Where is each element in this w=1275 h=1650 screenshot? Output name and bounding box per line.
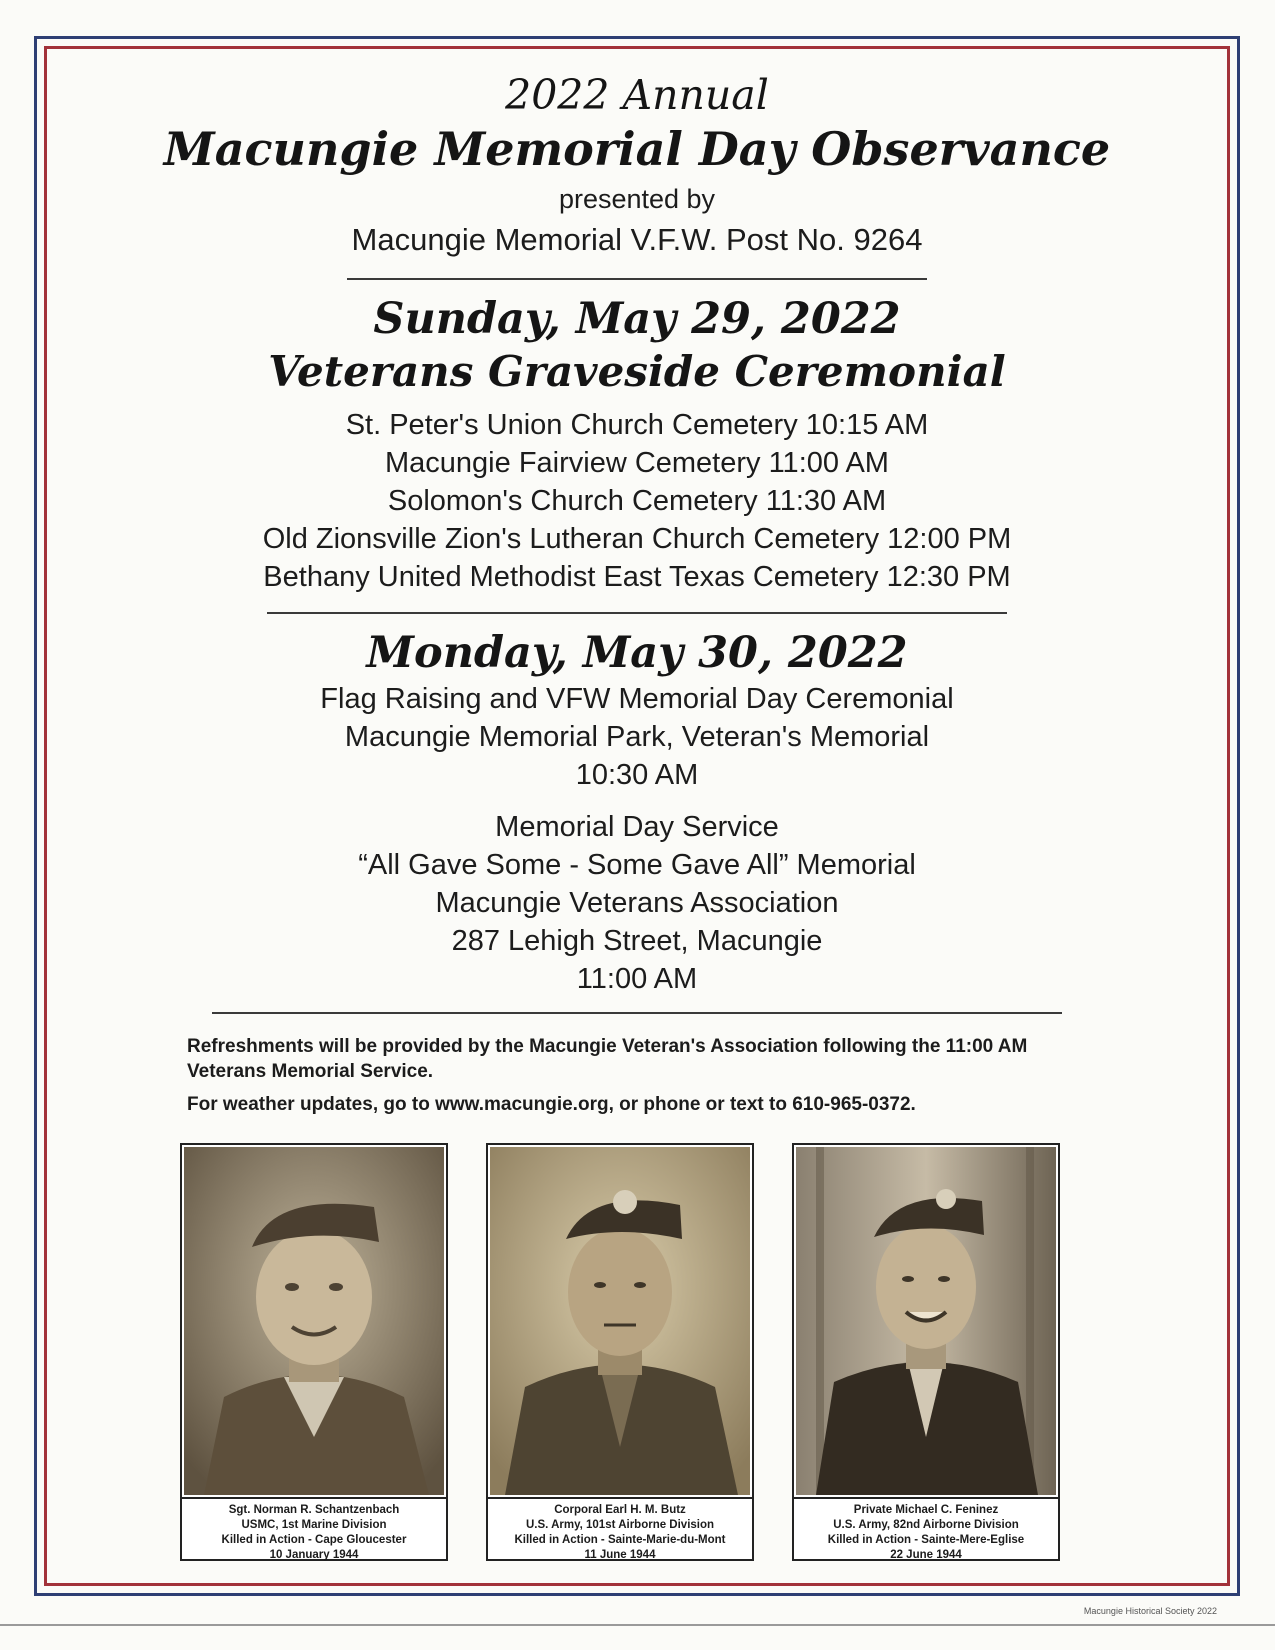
veteran-caption: [182, 1497, 446, 1559]
presented-by-label: presented by: [558, 184, 716, 214]
flag-line: Flag Raising and VFW Memorial Day Ceremonial: [320, 683, 954, 715]
schedule-item: Macungie Fairview Cemetery 11:00 AM: [385, 447, 889, 479]
divider-3: [212, 1012, 1062, 1014]
refreshments-note: Refreshments will be provided by the Macungie Veteran's Association following the 11:00 AM Veterans Memorial Service.: [187, 1036, 1028, 1082]
schedule-item: Old Zionsville Zion's Lutheran Church Cemetery 12:00 PM: [262, 523, 1012, 555]
veteran-portrait: [490, 1147, 750, 1495]
service-line: Macungie Veterans Association: [435, 887, 839, 919]
veteran-name: Sgt. Norman R. Schantzenbach: [228, 1504, 400, 1516]
page-title: Macungie Memorial Day Observance: [163, 122, 1111, 176]
veteran-name: Corporal Earl H. M. Butz: [554, 1504, 686, 1516]
flag-raising-block: [50, 680, 1224, 794]
service-block: [50, 808, 1224, 998]
flag-time: 10:30 AM: [575, 759, 699, 791]
veteran-unit: U.S. Army, 101st Airborne Division: [525, 1519, 715, 1531]
schedule-item: Solomon's Church Cemetery 11:30 AM: [387, 485, 887, 517]
veteran-kia: Killed in Action - Cape Gloucester: [221, 1534, 407, 1546]
service-line: Memorial Day Service: [495, 811, 779, 843]
flyer-content: [50, 52, 1224, 1125]
veteran-caption: [794, 1497, 1058, 1559]
veteran-date: 10 January 1944: [269, 1549, 359, 1561]
monday-date-heading: Monday, May 30, 2022: [366, 628, 908, 678]
notes-section: [187, 1034, 1087, 1117]
veteran-kia: Killed in Action - Sainte-Marie-du-Mont: [514, 1534, 726, 1546]
sunday-event-heading: Veterans Graveside Ceremonial: [268, 347, 1006, 396]
veteran-unit: U.S. Army, 82nd Airborne Division: [833, 1519, 1019, 1531]
weather-note: For weather updates, go to www.macungie.org, or phone or text to 610-965-0372.: [187, 1094, 916, 1115]
page-bottom-line: [0, 1624, 1275, 1626]
veteran-date: 22 June 1944: [890, 1549, 962, 1561]
presenter-name: Macungie Memorial V.F.W. Post No. 9264: [351, 222, 923, 257]
veteran-name: Private Michael C. Feninez: [853, 1504, 999, 1516]
year-heading: 2022 Annual: [505, 71, 769, 119]
veteran-kia: Killed in Action - Sainte-Mere-Eglise: [827, 1534, 1025, 1546]
veteran-card: [180, 1143, 448, 1561]
footer-credit: Macungie Historical Society 2022: [1083, 1606, 1217, 1616]
divider-1: [347, 278, 927, 280]
schedule-item: St. Peter's Union Church Cemetery 10:15 AM: [345, 409, 929, 441]
service-line: “All Gave Some - Some Gave All” Memorial: [358, 849, 916, 881]
flag-line: Macungie Memorial Park, Veteran's Memorial: [344, 721, 930, 753]
divider-2: [267, 612, 1007, 614]
veteran-portrait: [796, 1147, 1056, 1495]
schedule-item: Bethany United Methodist East Texas Cemetery 12:30 PM: [263, 561, 1011, 593]
veteran-photos: [180, 1143, 1100, 1563]
sunday-date-heading: Sunday, May 29, 2022: [373, 294, 901, 344]
veteran-card: [486, 1143, 754, 1561]
veteran-date: 11 June 1944: [584, 1549, 656, 1561]
veteran-unit: USMC, 1st Marine Division: [241, 1519, 387, 1531]
veteran-card: [792, 1143, 1060, 1561]
service-time: 11:00 AM: [576, 963, 698, 995]
veteran-caption: [488, 1497, 752, 1559]
veteran-portrait: [184, 1147, 444, 1495]
service-address: 287 Lehigh Street, Macungie: [451, 925, 823, 957]
sunday-schedule: [50, 406, 1224, 596]
